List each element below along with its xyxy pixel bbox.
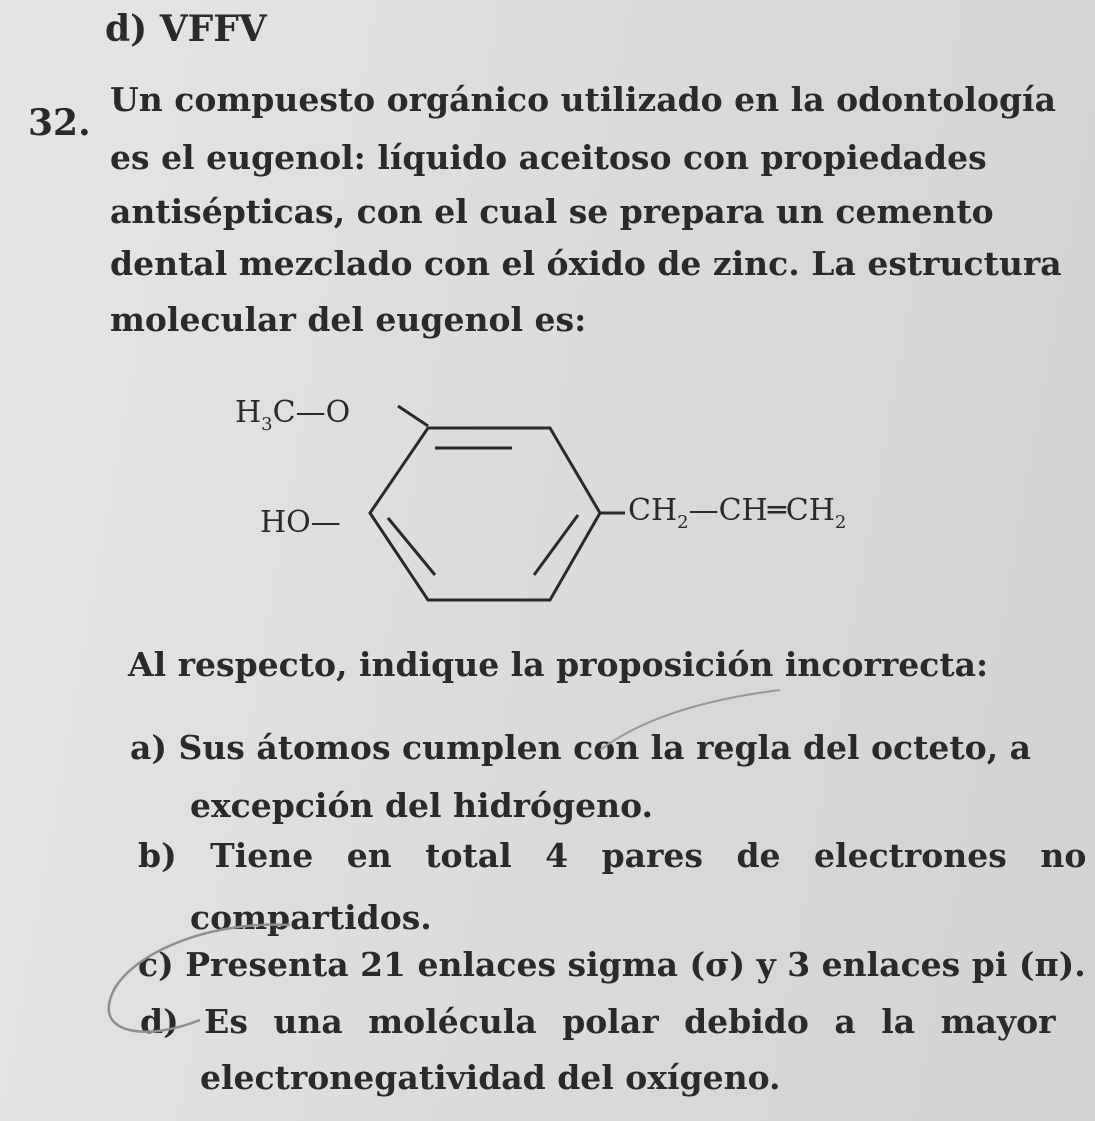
benzene-ring — [370, 428, 600, 600]
methoxy-label: $H_3C—O$ — [235, 395, 351, 435]
question-text-line-5: molecular del eugenol es: — [110, 300, 587, 339]
option-b-continuation: compartidos. — [190, 898, 432, 937]
question-text-line-1: Un compuesto orgánico utilizado en la odontología — [110, 80, 1056, 119]
option-b: b) Tiene en total 4 pares de electrones no — [138, 836, 1087, 875]
question-text-line-2: es el eugenol: líquido aceitoso con propiedades — [110, 138, 987, 177]
methoxy-ring-bond — [398, 406, 428, 426]
hydroxyl-label: HO— — [260, 505, 341, 540]
ring-double-bond-right — [534, 515, 578, 575]
question-prompt: Al respecto, indique la proposición incorrecta: — [128, 645, 989, 684]
question-text-line-4: dental mezclado con el óxido de zinc. La estructura — [110, 244, 1062, 283]
allyl-chain-label: $CH_2—CH═CH_2$ — [628, 493, 847, 533]
option-a: a) Sus átomos cumplen con la regla del octeto, a — [130, 728, 1032, 767]
question-number: 32. — [28, 102, 91, 144]
eugenol-structure-diagram — [200, 370, 960, 620]
question-text-line-3: antisépticas, con el cual se prepara un cemento — [110, 192, 994, 231]
option-d: d) Es una molécula polar debido a la mayor — [140, 1002, 1056, 1041]
option-a-continuation: excepción del hidrógeno. — [190, 786, 654, 825]
previous-answer-option-d: d) VFFV — [105, 8, 267, 50]
option-c: c) Presenta 21 enlaces sigma (σ) y 3 enlaces pi (π). — [138, 945, 1086, 984]
ring-double-bond-left — [388, 518, 435, 575]
option-d-continuation: electronegatividad del oxígeno. — [200, 1058, 781, 1097]
